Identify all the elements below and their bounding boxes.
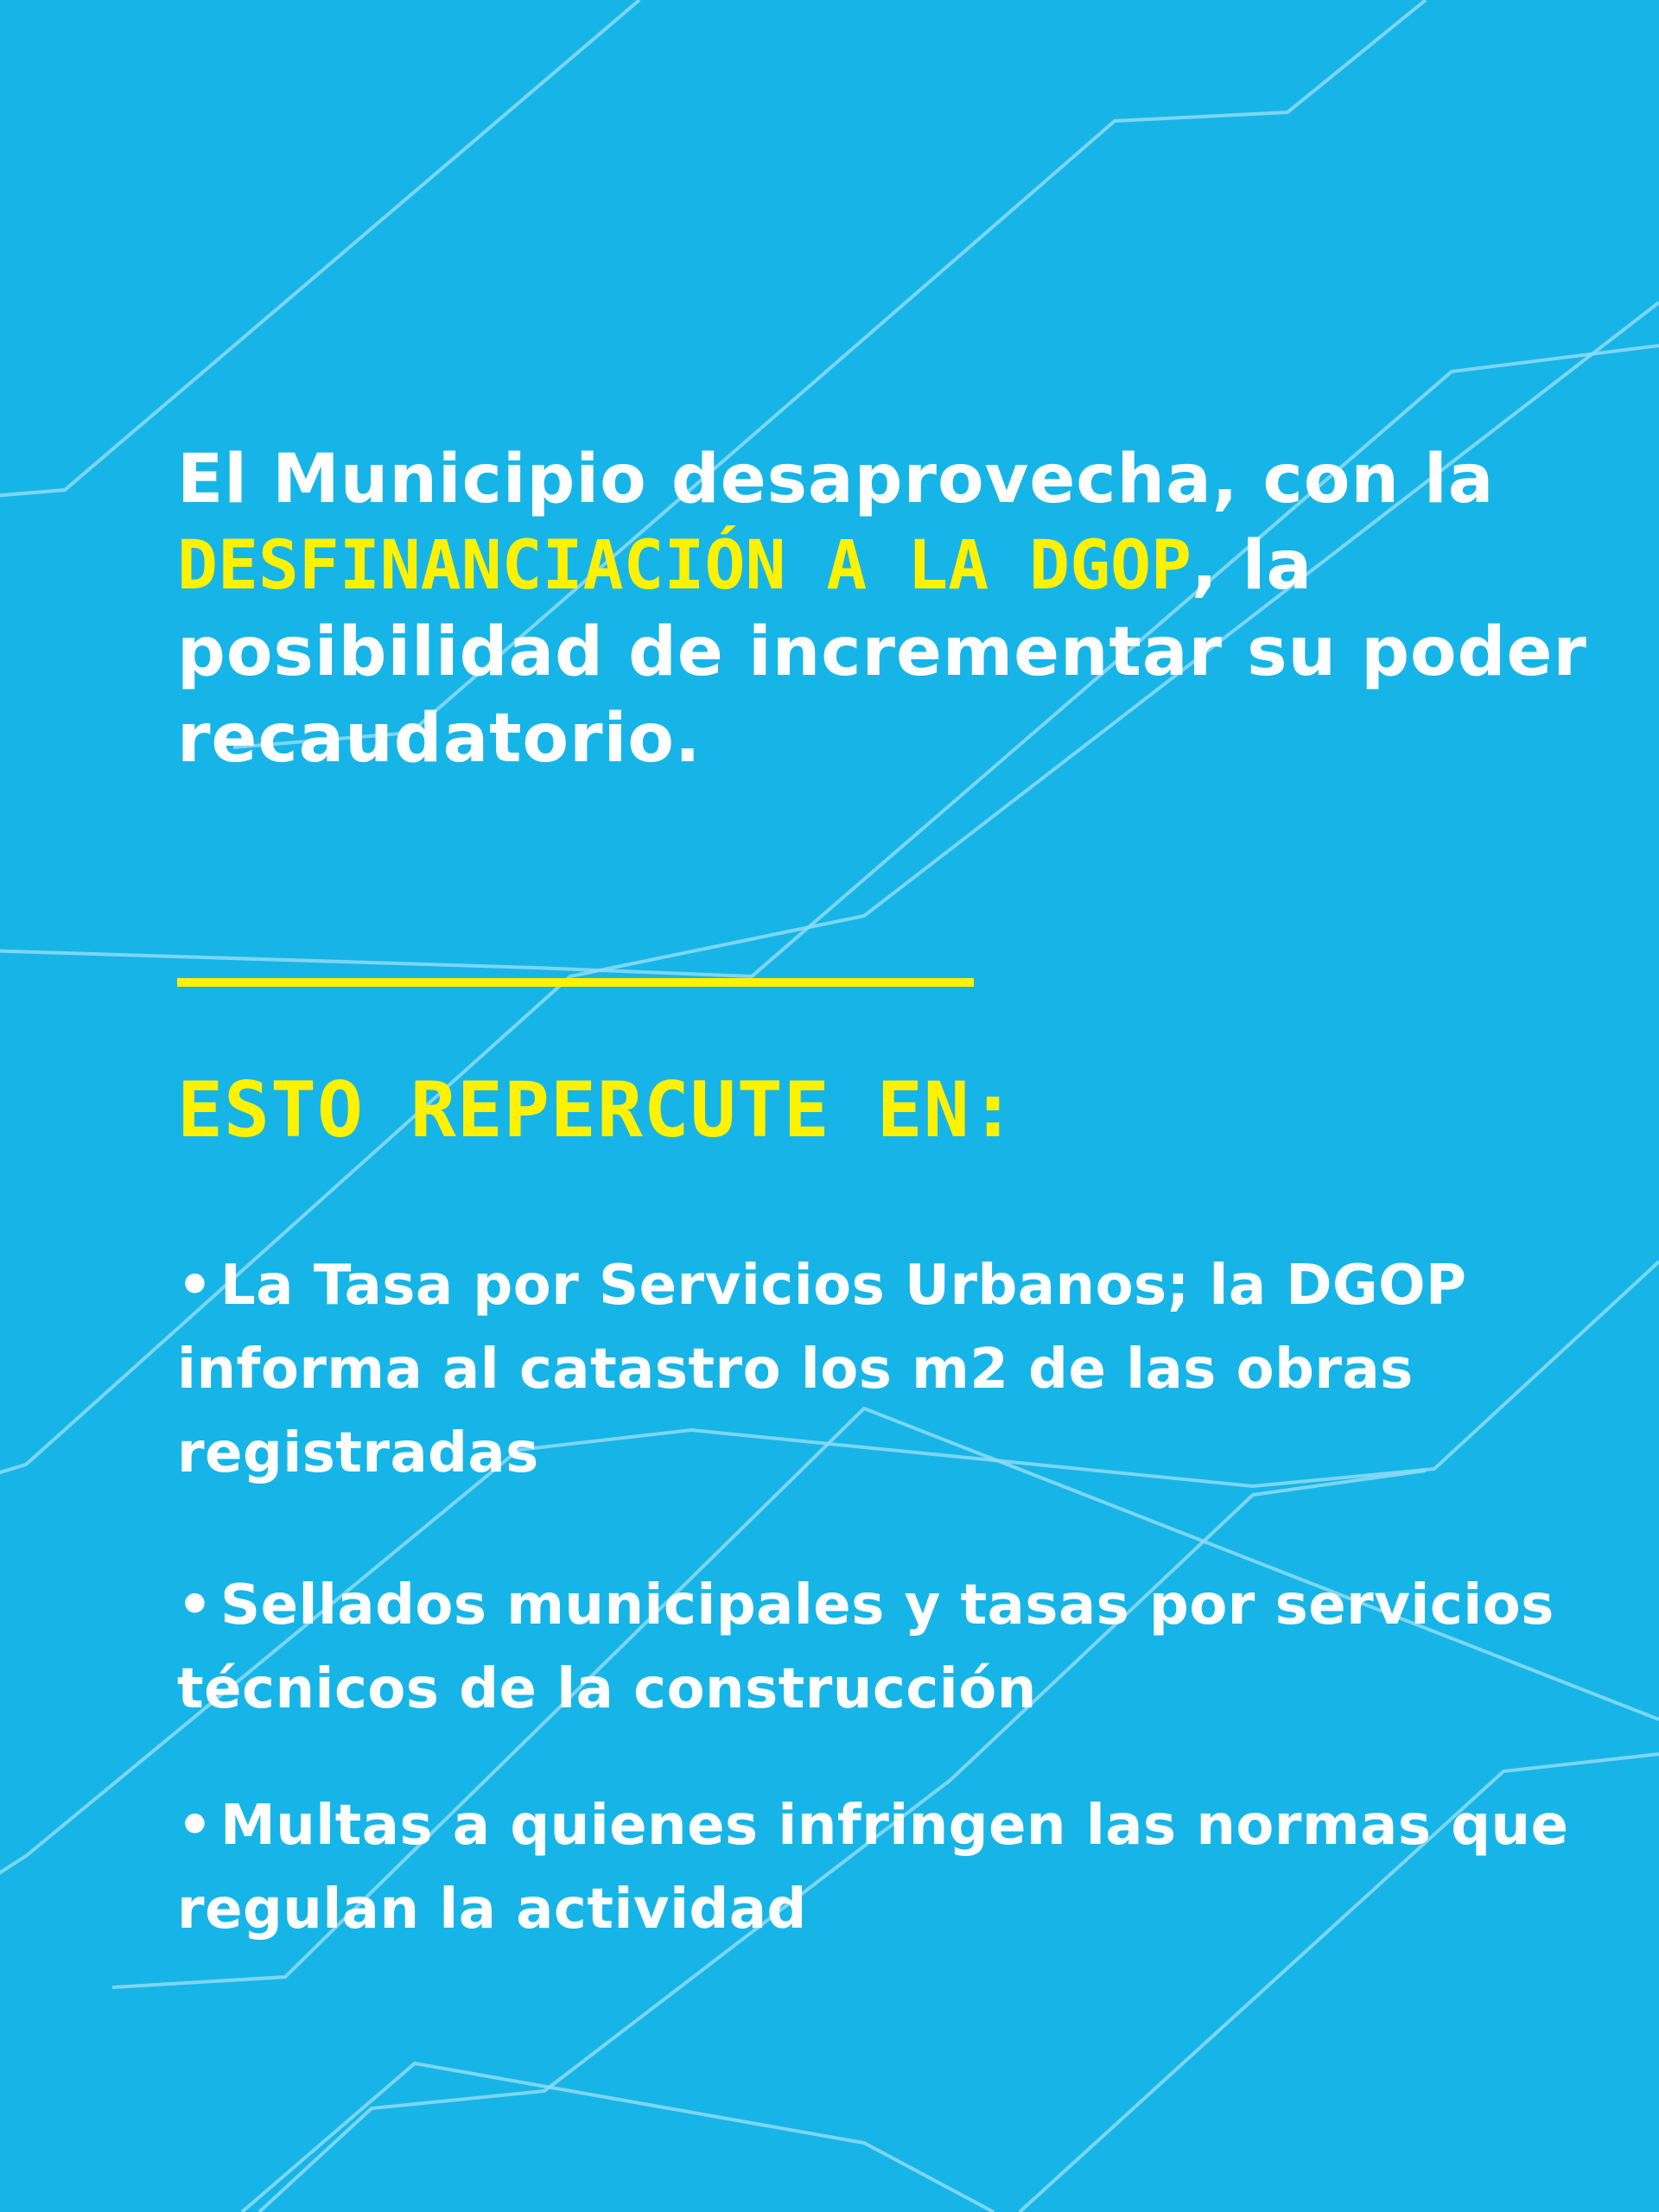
pattern-line: [242, 2063, 994, 2212]
list-item-text: Multas a quienes infringen las normas que regulan la actividad: [177, 1794, 1569, 1942]
headline: [177, 436, 1594, 782]
divider-line: [177, 978, 974, 987]
list-item: [177, 1244, 1594, 1496]
main-content: [177, 436, 1594, 1942]
headline-highlight: DESFINANCIACIÓN A LA DGOP: [177, 527, 1192, 605]
bullet-marker: •: [177, 1254, 213, 1318]
bullet-marker: •: [177, 1573, 213, 1637]
list-item: [177, 1564, 1594, 1732]
list-item-text: Sellados municipales y tasas por servicios técnicos de la construcción: [177, 1573, 1554, 1721]
bullet-marker: •: [177, 1794, 213, 1858]
headline-text-end: , la posibilidad de incrementar su poder recaudatorio.: [177, 527, 1587, 778]
list-item-text: La Tasa por Servicios Urbanos; la DGOP informa al catastro los m2 de las obras registradas: [177, 1254, 1467, 1485]
pattern-line: [0, 0, 639, 497]
headline-text: El Municipio desaprovecha, con la: [177, 441, 1495, 518]
list-item: [177, 1784, 1594, 1952]
section-heading: ESTO REPERCUTE EN:: [177, 1065, 1017, 1154]
